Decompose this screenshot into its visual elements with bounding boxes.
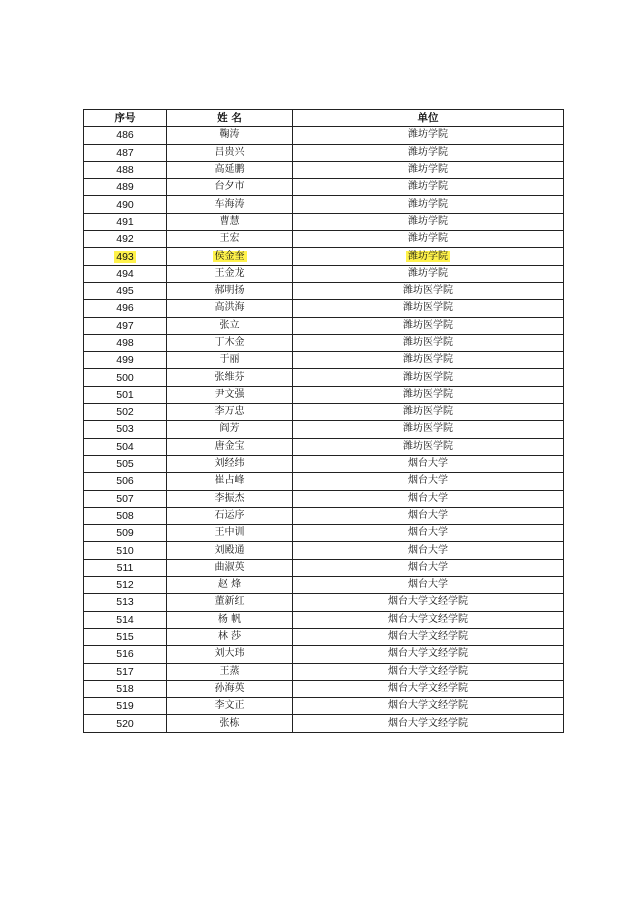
table-row — [84, 577, 564, 594]
table-row — [84, 473, 564, 490]
name-cell: 王金龙 — [167, 265, 293, 282]
name-cell: 孙海英 — [167, 680, 293, 697]
index-cell: 489 — [84, 179, 167, 196]
table-row — [84, 663, 564, 680]
name-cell: 高延鹏 — [167, 161, 293, 178]
table-row — [84, 334, 564, 351]
table-row — [84, 646, 564, 663]
name-cell: 丁木金 — [167, 334, 293, 351]
highlighted-text: 493 — [116, 250, 134, 263]
index-cell: 496 — [84, 300, 167, 317]
unit-cell: 烟台大学文经学院 — [293, 715, 564, 732]
unit-cell: 潍坊学院 — [293, 179, 564, 196]
name-cell: 杨 帆 — [167, 611, 293, 628]
name-cell: 王宏 — [167, 231, 293, 248]
name-cell: 吕贵兴 — [167, 144, 293, 161]
name-cell: 曲淑英 — [167, 559, 293, 576]
table-row — [84, 369, 564, 386]
name-cell: 李振杰 — [167, 490, 293, 507]
index-cell: 502 — [84, 404, 167, 421]
name-cell: 石运序 — [167, 507, 293, 524]
unit-cell: 潍坊学院 — [293, 196, 564, 213]
table-row — [84, 715, 564, 732]
index-cell: 505 — [84, 455, 167, 472]
index-cell: 513 — [84, 594, 167, 611]
index-cell: 500 — [84, 369, 167, 386]
index-cell: 515 — [84, 628, 167, 645]
unit-cell: 潍坊学院 — [293, 161, 564, 178]
name-cell: 台夕市 — [167, 179, 293, 196]
name-cell: 董新红 — [167, 594, 293, 611]
index-cell: 495 — [84, 282, 167, 299]
table-row — [84, 248, 564, 265]
header-name: 姓 名 — [167, 110, 293, 127]
index-cell: 497 — [84, 317, 167, 334]
table-row — [84, 196, 564, 213]
index-cell: 486 — [84, 127, 167, 144]
table-row — [84, 386, 564, 403]
unit-cell: 烟台大学文经学院 — [293, 646, 564, 663]
table-row — [84, 490, 564, 507]
name-cell: 高洪海 — [167, 300, 293, 317]
unit-cell: 烟台大学文经学院 — [293, 611, 564, 628]
index-cell: 490 — [84, 196, 167, 213]
table-row — [84, 525, 564, 542]
name-cell: 赵 烽 — [167, 577, 293, 594]
unit-cell: 潍坊医学院 — [293, 369, 564, 386]
index-cell: 494 — [84, 265, 167, 282]
unit-cell: 潍坊学院 — [293, 265, 564, 282]
index-cell: 509 — [84, 525, 167, 542]
index-cell: 498 — [84, 334, 167, 351]
unit-cell: 烟台大学 — [293, 559, 564, 576]
name-cell: 车海涛 — [167, 196, 293, 213]
index-cell: 520 — [84, 715, 167, 732]
header-index: 序号 — [84, 110, 167, 127]
unit-cell: 潍坊学院 — [293, 144, 564, 161]
name-cell: 林 莎 — [167, 628, 293, 645]
index-cell: 507 — [84, 490, 167, 507]
table-row — [84, 265, 564, 282]
index-cell: 519 — [84, 698, 167, 715]
table-row — [84, 282, 564, 299]
index-cell: 492 — [84, 231, 167, 248]
table-row — [84, 404, 564, 421]
index-cell: 506 — [84, 473, 167, 490]
unit-cell: 烟台大学文经学院 — [293, 594, 564, 611]
name-cell: 崔占峰 — [167, 473, 293, 490]
table-row — [84, 179, 564, 196]
unit-cell: 潍坊医学院 — [293, 438, 564, 455]
table-row — [84, 680, 564, 697]
table-row — [84, 507, 564, 524]
name-cell: 鞠涛 — [167, 127, 293, 144]
unit-cell: 潍坊医学院 — [293, 334, 564, 351]
unit-cell: 烟台大学文经学院 — [293, 628, 564, 645]
table-row — [84, 317, 564, 334]
index-cell: 491 — [84, 213, 167, 230]
highlighted-text: 侯金奎 — [214, 250, 245, 262]
name-cell — [167, 248, 293, 265]
unit-cell: 烟台大学 — [293, 542, 564, 559]
index-cell: 511 — [84, 559, 167, 576]
unit-cell: 烟台大学 — [293, 507, 564, 524]
table-row — [84, 300, 564, 317]
unit-cell: 潍坊医学院 — [293, 317, 564, 334]
unit-cell — [293, 248, 564, 265]
roster-table — [83, 109, 564, 733]
index-cell: 517 — [84, 663, 167, 680]
table-row — [84, 611, 564, 628]
table-row — [84, 144, 564, 161]
name-cell: 唐金宝 — [167, 438, 293, 455]
unit-cell: 潍坊医学院 — [293, 386, 564, 403]
name-cell: 尹文强 — [167, 386, 293, 403]
table-row — [84, 352, 564, 369]
table-row — [84, 594, 564, 611]
unit-cell: 烟台大学文经学院 — [293, 663, 564, 680]
table-row — [84, 628, 564, 645]
index-cell: 499 — [84, 352, 167, 369]
unit-cell: 潍坊医学院 — [293, 282, 564, 299]
unit-cell: 潍坊学院 — [293, 127, 564, 144]
table-row — [84, 438, 564, 455]
name-cell: 刘经纬 — [167, 455, 293, 472]
unit-cell: 烟台大学 — [293, 490, 564, 507]
name-cell: 郝明扬 — [167, 282, 293, 299]
table-row — [84, 455, 564, 472]
header-row — [84, 110, 564, 127]
table-row — [84, 421, 564, 438]
table-row — [84, 231, 564, 248]
unit-cell: 潍坊医学院 — [293, 300, 564, 317]
table-row — [84, 127, 564, 144]
index-cell: 516 — [84, 646, 167, 663]
index-cell: 487 — [84, 144, 167, 161]
unit-cell: 烟台大学文经学院 — [293, 680, 564, 697]
index-cell: 504 — [84, 438, 167, 455]
table-row — [84, 542, 564, 559]
index-cell: 503 — [84, 421, 167, 438]
name-cell: 李文正 — [167, 698, 293, 715]
table-row — [84, 213, 564, 230]
table-header — [84, 110, 564, 127]
index-cell: 508 — [84, 507, 167, 524]
index-cell: 512 — [84, 577, 167, 594]
unit-cell: 潍坊学院 — [293, 231, 564, 248]
index-cell: 501 — [84, 386, 167, 403]
name-cell: 王中训 — [167, 525, 293, 542]
name-cell: 刘大玮 — [167, 646, 293, 663]
name-cell: 王蒸 — [167, 663, 293, 680]
table-row — [84, 559, 564, 576]
unit-cell: 烟台大学 — [293, 525, 564, 542]
name-cell: 曹慧 — [167, 213, 293, 230]
header-unit: 单位 — [293, 110, 564, 127]
unit-cell: 烟台大学文经学院 — [293, 698, 564, 715]
name-cell: 张栋 — [167, 715, 293, 732]
index-cell: 488 — [84, 161, 167, 178]
unit-cell: 烟台大学 — [293, 455, 564, 472]
index-cell: 518 — [84, 680, 167, 697]
table-row — [84, 698, 564, 715]
table-row — [84, 161, 564, 178]
name-cell: 张维芬 — [167, 369, 293, 386]
index-cell: 510 — [84, 542, 167, 559]
unit-cell: 潍坊医学院 — [293, 404, 564, 421]
highlighted-text: 潍坊学院 — [408, 250, 448, 262]
name-cell: 李万忠 — [167, 404, 293, 421]
table-body — [84, 127, 564, 732]
unit-cell: 潍坊医学院 — [293, 352, 564, 369]
unit-cell: 潍坊学院 — [293, 213, 564, 230]
unit-cell: 潍坊医学院 — [293, 421, 564, 438]
unit-cell: 烟台大学 — [293, 473, 564, 490]
unit-cell: 烟台大学 — [293, 577, 564, 594]
index-cell: 514 — [84, 611, 167, 628]
name-cell: 于丽 — [167, 352, 293, 369]
name-cell: 刘殿通 — [167, 542, 293, 559]
index-cell — [84, 248, 167, 265]
name-cell: 张立 — [167, 317, 293, 334]
name-cell: 阎芳 — [167, 421, 293, 438]
